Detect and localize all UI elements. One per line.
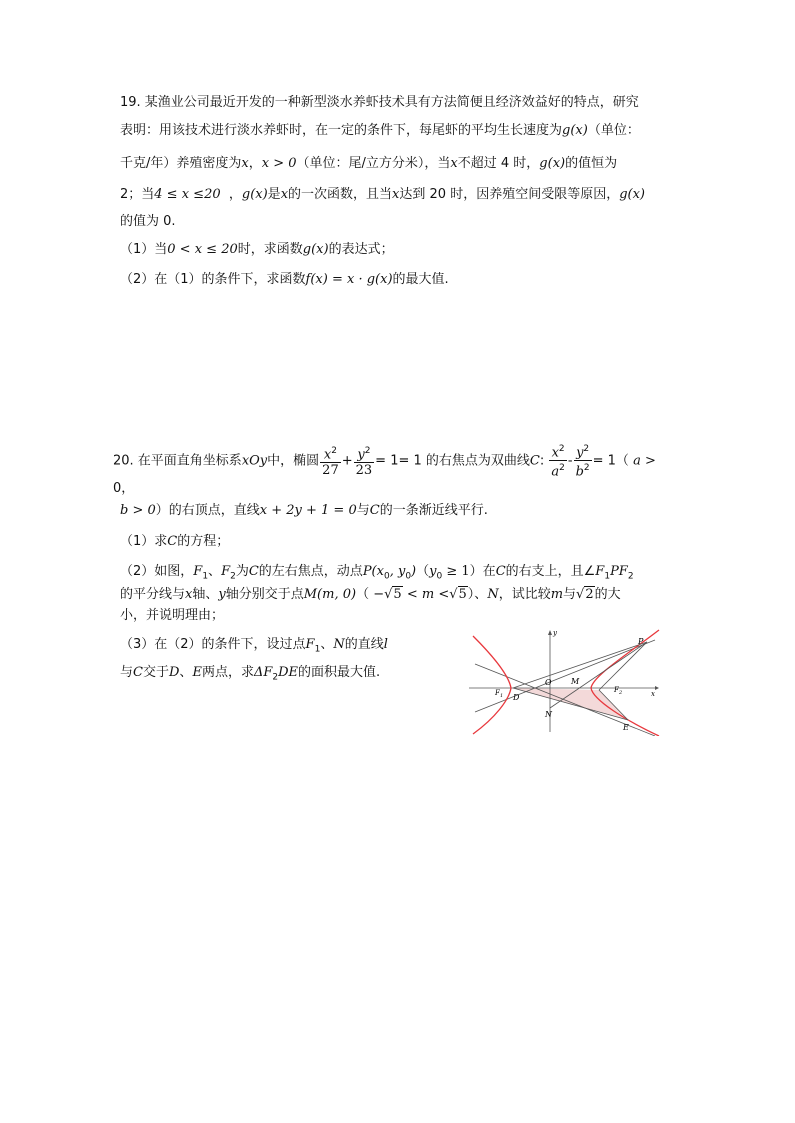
label-y-axis: y: [553, 629, 557, 637]
label-E: E: [623, 723, 629, 732]
label-F1: F: [495, 689, 500, 697]
label-x-axis: x: [651, 690, 655, 698]
q19-line-4: 2；当4 ≤ x ≤20 ，g(x)是x的一次函数，且当x达到 20 时，因养殖空间受限等原因，g(x): [120, 187, 645, 202]
hyperbola-x-fraction: $\frac{x^2}{a^2}$: [551, 444, 565, 480]
q19-line-1: 19. 某渔业公司最近开发的一种新型淡水养虾技术具有方法简便且经济效益好的特点，研究: [120, 95, 639, 110]
line-P-F2: [599, 642, 647, 690]
q19-part-2: （2）在（1）的条件下，求函数f(x) = x · g(x)的最大值.: [120, 272, 449, 287]
hyperbola-figure: [465, 624, 665, 736]
label-F2-sub: 2: [619, 690, 623, 696]
hyperbola-left-branch: [473, 636, 511, 734]
hyperbola-y-fraction: $\frac{y^2}{b^2}$: [575, 444, 590, 480]
ellipse-y-fraction: $\frac{y^2}{23}$: [355, 445, 373, 478]
label-M: M: [571, 677, 580, 686]
q20-line-3: b > 0）的右顶点，直线x + 2y + 1 = 0与C的一条渐近线平行.: [120, 503, 488, 518]
label-P: P: [638, 637, 644, 646]
q19-part-1: （1）当0 < x ≤ 20时，求函数g(x)的表达式；: [120, 242, 394, 257]
q19-line-3: 千克/年）养殖密度为x，x > 0（单位：尾/立方分米），当x不超过 4 时，g(x)的值恒为: [120, 156, 618, 171]
label-O: O: [545, 678, 552, 687]
hyperbola-right-branch: [591, 630, 659, 736]
y-axis-arrow: [548, 630, 552, 635]
q20-part-2-line-1: （2）如图，$F_1$、$F_2$为C的左右焦点，动点$P(x_0$, $y_0)(y_0 \ge 1)$在C的右支上，且$\angle F_1PF_2$: [120, 564, 634, 582]
q19-line-5: 的值为 0.: [120, 214, 176, 229]
label-D: D: [513, 693, 520, 702]
line-F1-P: [513, 642, 647, 688]
q20-line-1: 20. 在平面直角坐标系xOy中，椭圆 $\frac{x^2}{27}$ + $\frac{y^2}{23}$ = 1= 1 的右焦点为双曲线C: $\frac{x^2}{a^2}$ - $\frac{y^2}{b^2}$ = 1（ a >: [113, 444, 656, 480]
q20-part-2-line-2: 的平分线与x轴、y轴分别交于点M(m, 0)（ −√5 < m <√5）、N，试比较m与√2的大: [120, 587, 621, 602]
label-F2: F: [614, 686, 619, 694]
q20-part-1: （1）求C的方程；: [120, 534, 230, 549]
q20-line-2: 0，: [113, 481, 135, 496]
q20-part-3-line-1: （3）在（2）的条件下，设过点$F_1$、N的直线l: [120, 637, 388, 655]
ellipse-x-fraction: $\frac{x^2}{27}$: [322, 445, 339, 478]
q19-line-2: 表明：用该技术进行淡水养虾时，在一定的条件下，每尾虾的平均生长速度为g(x)（单位：: [120, 123, 640, 138]
q20-part-3-line-2: 与C交于D、E两点，求$\Delta F_2DE$的面积最大值.: [120, 665, 381, 683]
label-N: N: [545, 710, 552, 719]
q20-part-2-line-3: 小，并说明理由；: [120, 608, 225, 623]
label-F1-sub: 1: [500, 693, 504, 699]
x-axis-arrow: [655, 686, 659, 690]
